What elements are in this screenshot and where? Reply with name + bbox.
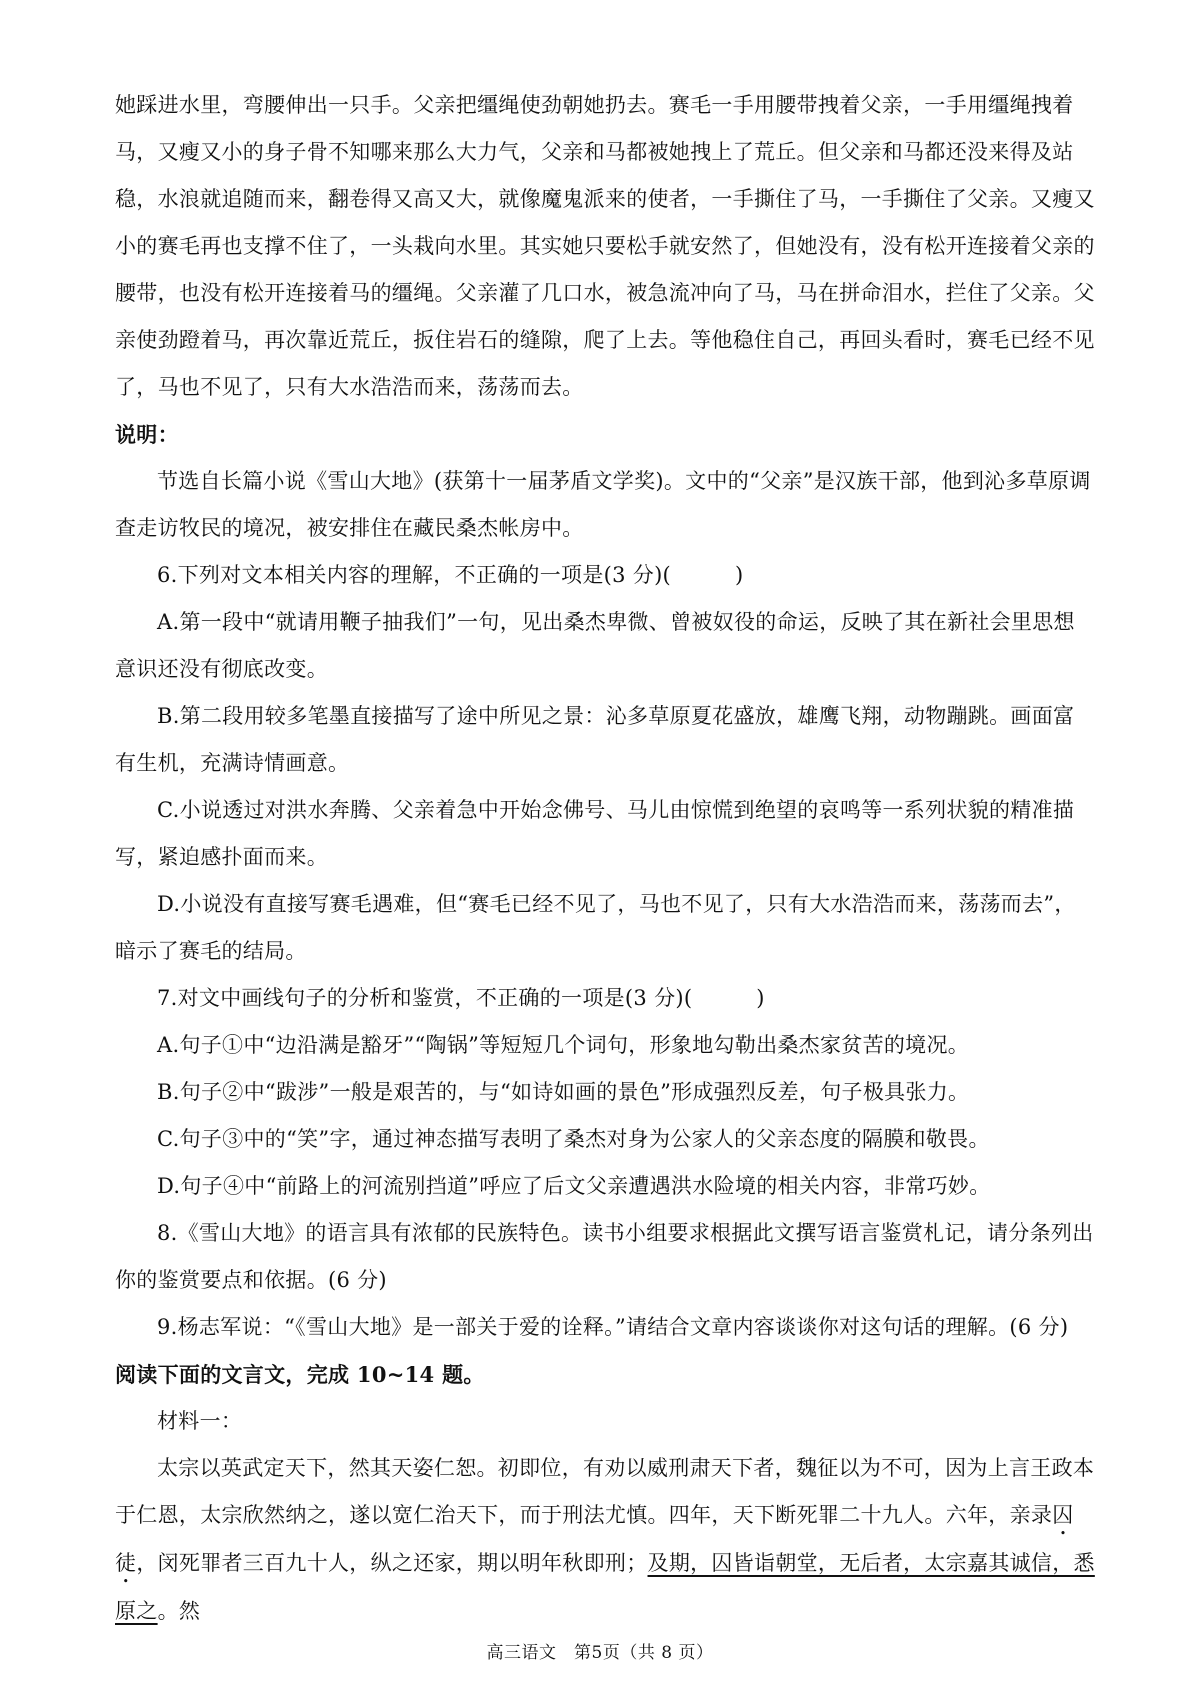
question-9: 9.杨志军说：“《雪山大地》是一部关于爱的诠释。”请结合文章内容谈谈你对这句话的理解。(6 分) <box>157 1315 1069 1339</box>
question-7-stem: 7.对文中画线句子的分析和鉴赏，不正确的一项是(3 分)( ) <box>157 986 765 1010</box>
question-7-option-c: C.句子③中的“笑”字，通过神态描写表明了桑杰对身为公家人的父亲态度的隔膜和敬畏。 <box>157 1127 990 1151</box>
question-7-option-b: B.句子②中“跋涉”一般是艰苦的，与“如诗如画的景色”形成强烈反差，句子极具张力。 <box>157 1080 970 1104</box>
question-8: 8.《雪山大地》的语言具有浓郁的民族特色。读书小组要求根据此文撰写语言鉴赏札记，请分条列出你的鉴赏要点和依据。(6 分) <box>115 1221 1094 1292</box>
underlined-sentence: 及期，囚皆诣朝堂，无后者，太宗嘉其诚信，悉原之 <box>115 1551 1095 1623</box>
classical-reading-heading: 阅读下面的文言文，完成 10~14 题。 <box>115 1362 485 1387</box>
question-6-option-b: B.第二段用较多笔墨直接描写了途中所见之景：沁多草原夏花盛放，雄鹰飞翔，动物蹦跳。画面富有生机，充满诗情画意。 <box>115 704 1075 775</box>
classical-text-mid: ，闵死罪者三百九十人，纵之还家，期以明年秋即刑； <box>136 1551 648 1575</box>
page-footer: 高三语文 第5页（共 8 页） <box>486 1643 714 1663</box>
page-content <box>115 82 1095 1635</box>
classical-text-end: 。然 <box>157 1599 201 1623</box>
classical-text-paragraph <box>115 1445 1095 1635</box>
question-6-option-d: D.小说没有直接写赛毛遇难，但“赛毛已经不见了，马也不见了，只有大水浩浩而来，荡荡而去”，暗示了赛毛的结局。 <box>115 892 1076 963</box>
question-6-option-c: C.小说透过对洪水奔腾、父亲着急中开始念佛号、马儿由惊慌到绝望的哀鸣等一系列状貌的精准描写，紧迫感扑面而来。 <box>115 798 1075 869</box>
material-one-label: 材料一： <box>157 1409 243 1433</box>
passage-paragraph: 她踩进水里，弯腰伸出一只手。父亲把缰绳使劲朝她扔去。赛毛一手用腰带拽着父亲，一手用缰绳拽着马，又瘦又小的身子骨不知哪来那么大力气，父亲和马都被她拽上了荒丘。但父亲和马都还没来得及站稳，水浪就追随而来，翻卷得又高又大，就像魔鬼派来的使者，一手撕住了马，一手撕住了父亲。又瘦又小的赛毛再也支撑不住了，一头栽向水里。其实她只要松手就安然了，但她没有，没有松开连接着父亲的腰带，也没有松开连接着马的缰绳。父亲灌了几口水，被急流冲向了马，马在拼命泪水，拦住了父亲。父亲使劲蹬着马，再次靠近荒丘，扳住岩石的缝隙，爬了上去。等他稳住自己，再回头看时，赛毛已经不见了，马也不见了，只有大水浩浩而来，荡荡而去。 <box>115 93 1095 399</box>
note-label: 说明： <box>115 422 179 447</box>
question-7-option-d: D.句子④中“前路上的河流别挡道”呼应了后文父亲遭遇洪水险境的相关内容，非常巧妙。 <box>157 1174 991 1198</box>
dotted-word: 囚徒 <box>115 1503 1074 1575</box>
question-6-option-a: A.第一段中“就请用鞭子抽我们”一句，见出桑杰卑微、曾被奴役的命运，反映了其在新社会里思想意识还没有彻底改变。 <box>115 610 1075 681</box>
question-7-option-a: A.句子①中“边沿满是豁牙”“陶锅”等短短几个词句，形象地勾勒出桑杰家贫苦的境况。 <box>157 1033 970 1057</box>
note-text: 节选自长篇小说《雪山大地》(获第十一届茅盾文学奖)。文中的“父亲”是汉族干部，他到沁多草原调查走访牧民的境况，被安排住在藏民桑杰帐房中。 <box>115 469 1091 540</box>
classical-text-start: 太宗以英武定天下，然其天姿仁恕。初即位，有劝以威刑肃天下者，魏征以为不可，因为上言王政本于仁恩，太宗欣然纳之，遂以宽仁治天下，而于刑法尤慎。四年，天下断死罪二十九人。六年，亲录 <box>115 1456 1095 1527</box>
question-6-stem: 6.下列对文本相关内容的理解，不正确的一项是(3 分)( ) <box>157 563 744 587</box>
